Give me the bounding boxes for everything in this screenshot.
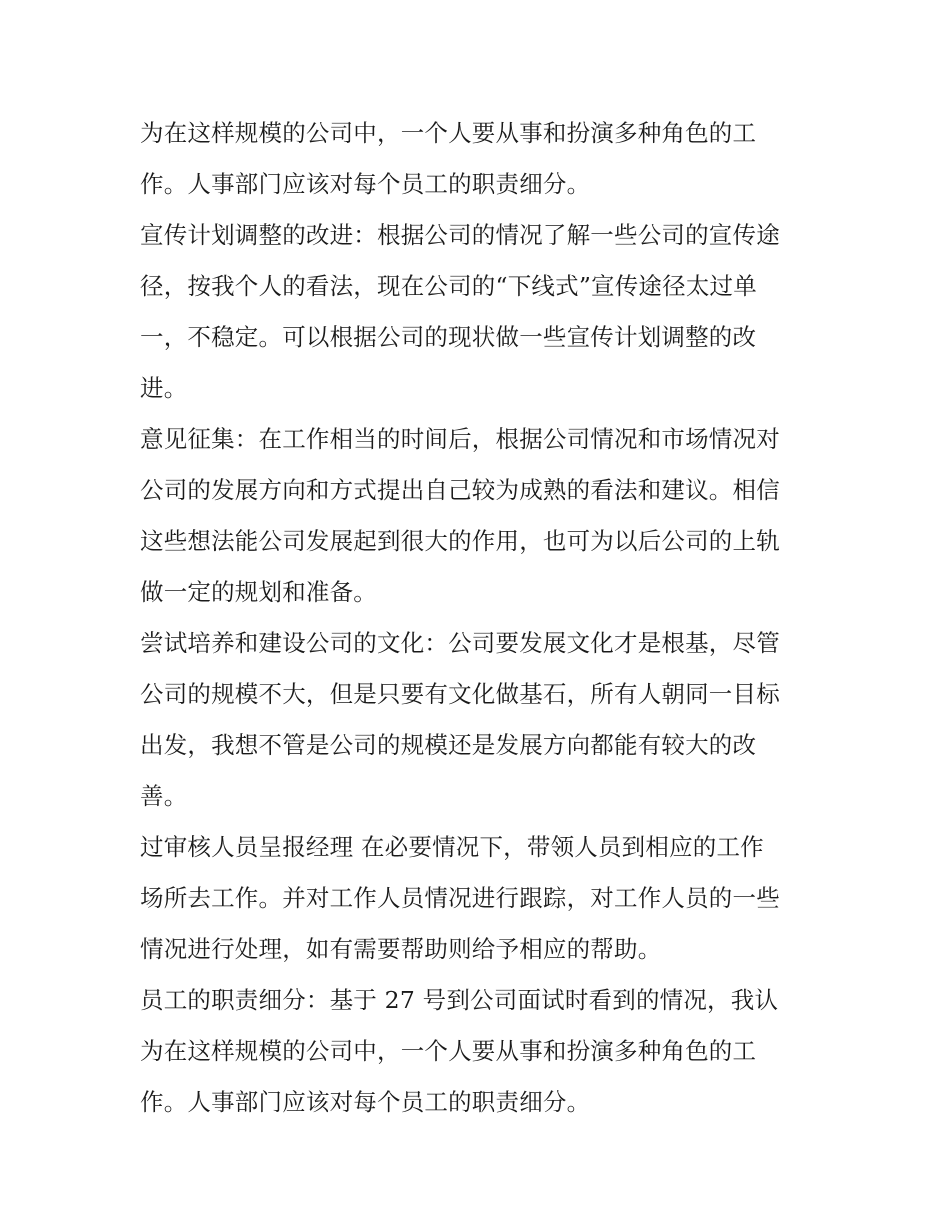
text-line: 为在这样规模的公司中，一个人要从事和扮演多种角色的工: [140, 1037, 757, 1065]
document-body: [140, 108, 830, 1128]
text-line: 做一定的规划和准备。: [140, 578, 377, 606]
text-line: 径，按我个人的看法，现在公司的“下线式”宣传途径太过单: [140, 272, 757, 300]
text-line: 这些想法能公司发展起到很大的作用，也可为以后公司的上轨: [140, 527, 780, 555]
text-line: 作。人事部门应该对每个员工的职责细分。: [140, 170, 591, 198]
text-line: 进。: [140, 374, 188, 402]
text-line: 过审核人员呈报经理 在必要情况下，带领人员到相应的工作: [140, 833, 764, 861]
text-line: 情况进行处理，如有需要帮助则给予相应的帮助。: [140, 935, 662, 963]
text-line: 出发，我想不管是公司的规模还是发展方向都能有较大的改: [140, 731, 757, 759]
text-line: 意见征集：在工作相当的时间后，根据公司情况和市场情况对: [140, 425, 780, 453]
text-line: 善。: [140, 782, 188, 810]
text-line: 场所去工作。并对工作人员情况进行跟踪，对工作人员的一些: [140, 884, 780, 912]
text-line: 尝试培养和建设公司的文化：公司要发展文化才是根基，尽管: [140, 629, 780, 657]
text-line: 作。人事部门应该对每个员工的职责细分。: [140, 1088, 591, 1116]
text-line: 宣传计划调整的改进：根据公司的情况了解一些公司的宣传途: [140, 221, 780, 249]
text-line: 一，不稳定。可以根据公司的现状做一些宣传计划调整的改: [140, 323, 757, 351]
text-line: 员工的职责细分：基于 27 号到公司面试时看到的情况，我认: [140, 986, 779, 1014]
text-line: 为在这样规模的公司中，一个人要从事和扮演多种角色的工: [140, 119, 757, 147]
text-line: 公司的发展方向和方式提出自己较为成熟的看法和建议。相信: [140, 476, 780, 504]
text-line: 公司的规模不大，但是只要有文化做基石，所有人朝同一目标: [140, 680, 780, 708]
